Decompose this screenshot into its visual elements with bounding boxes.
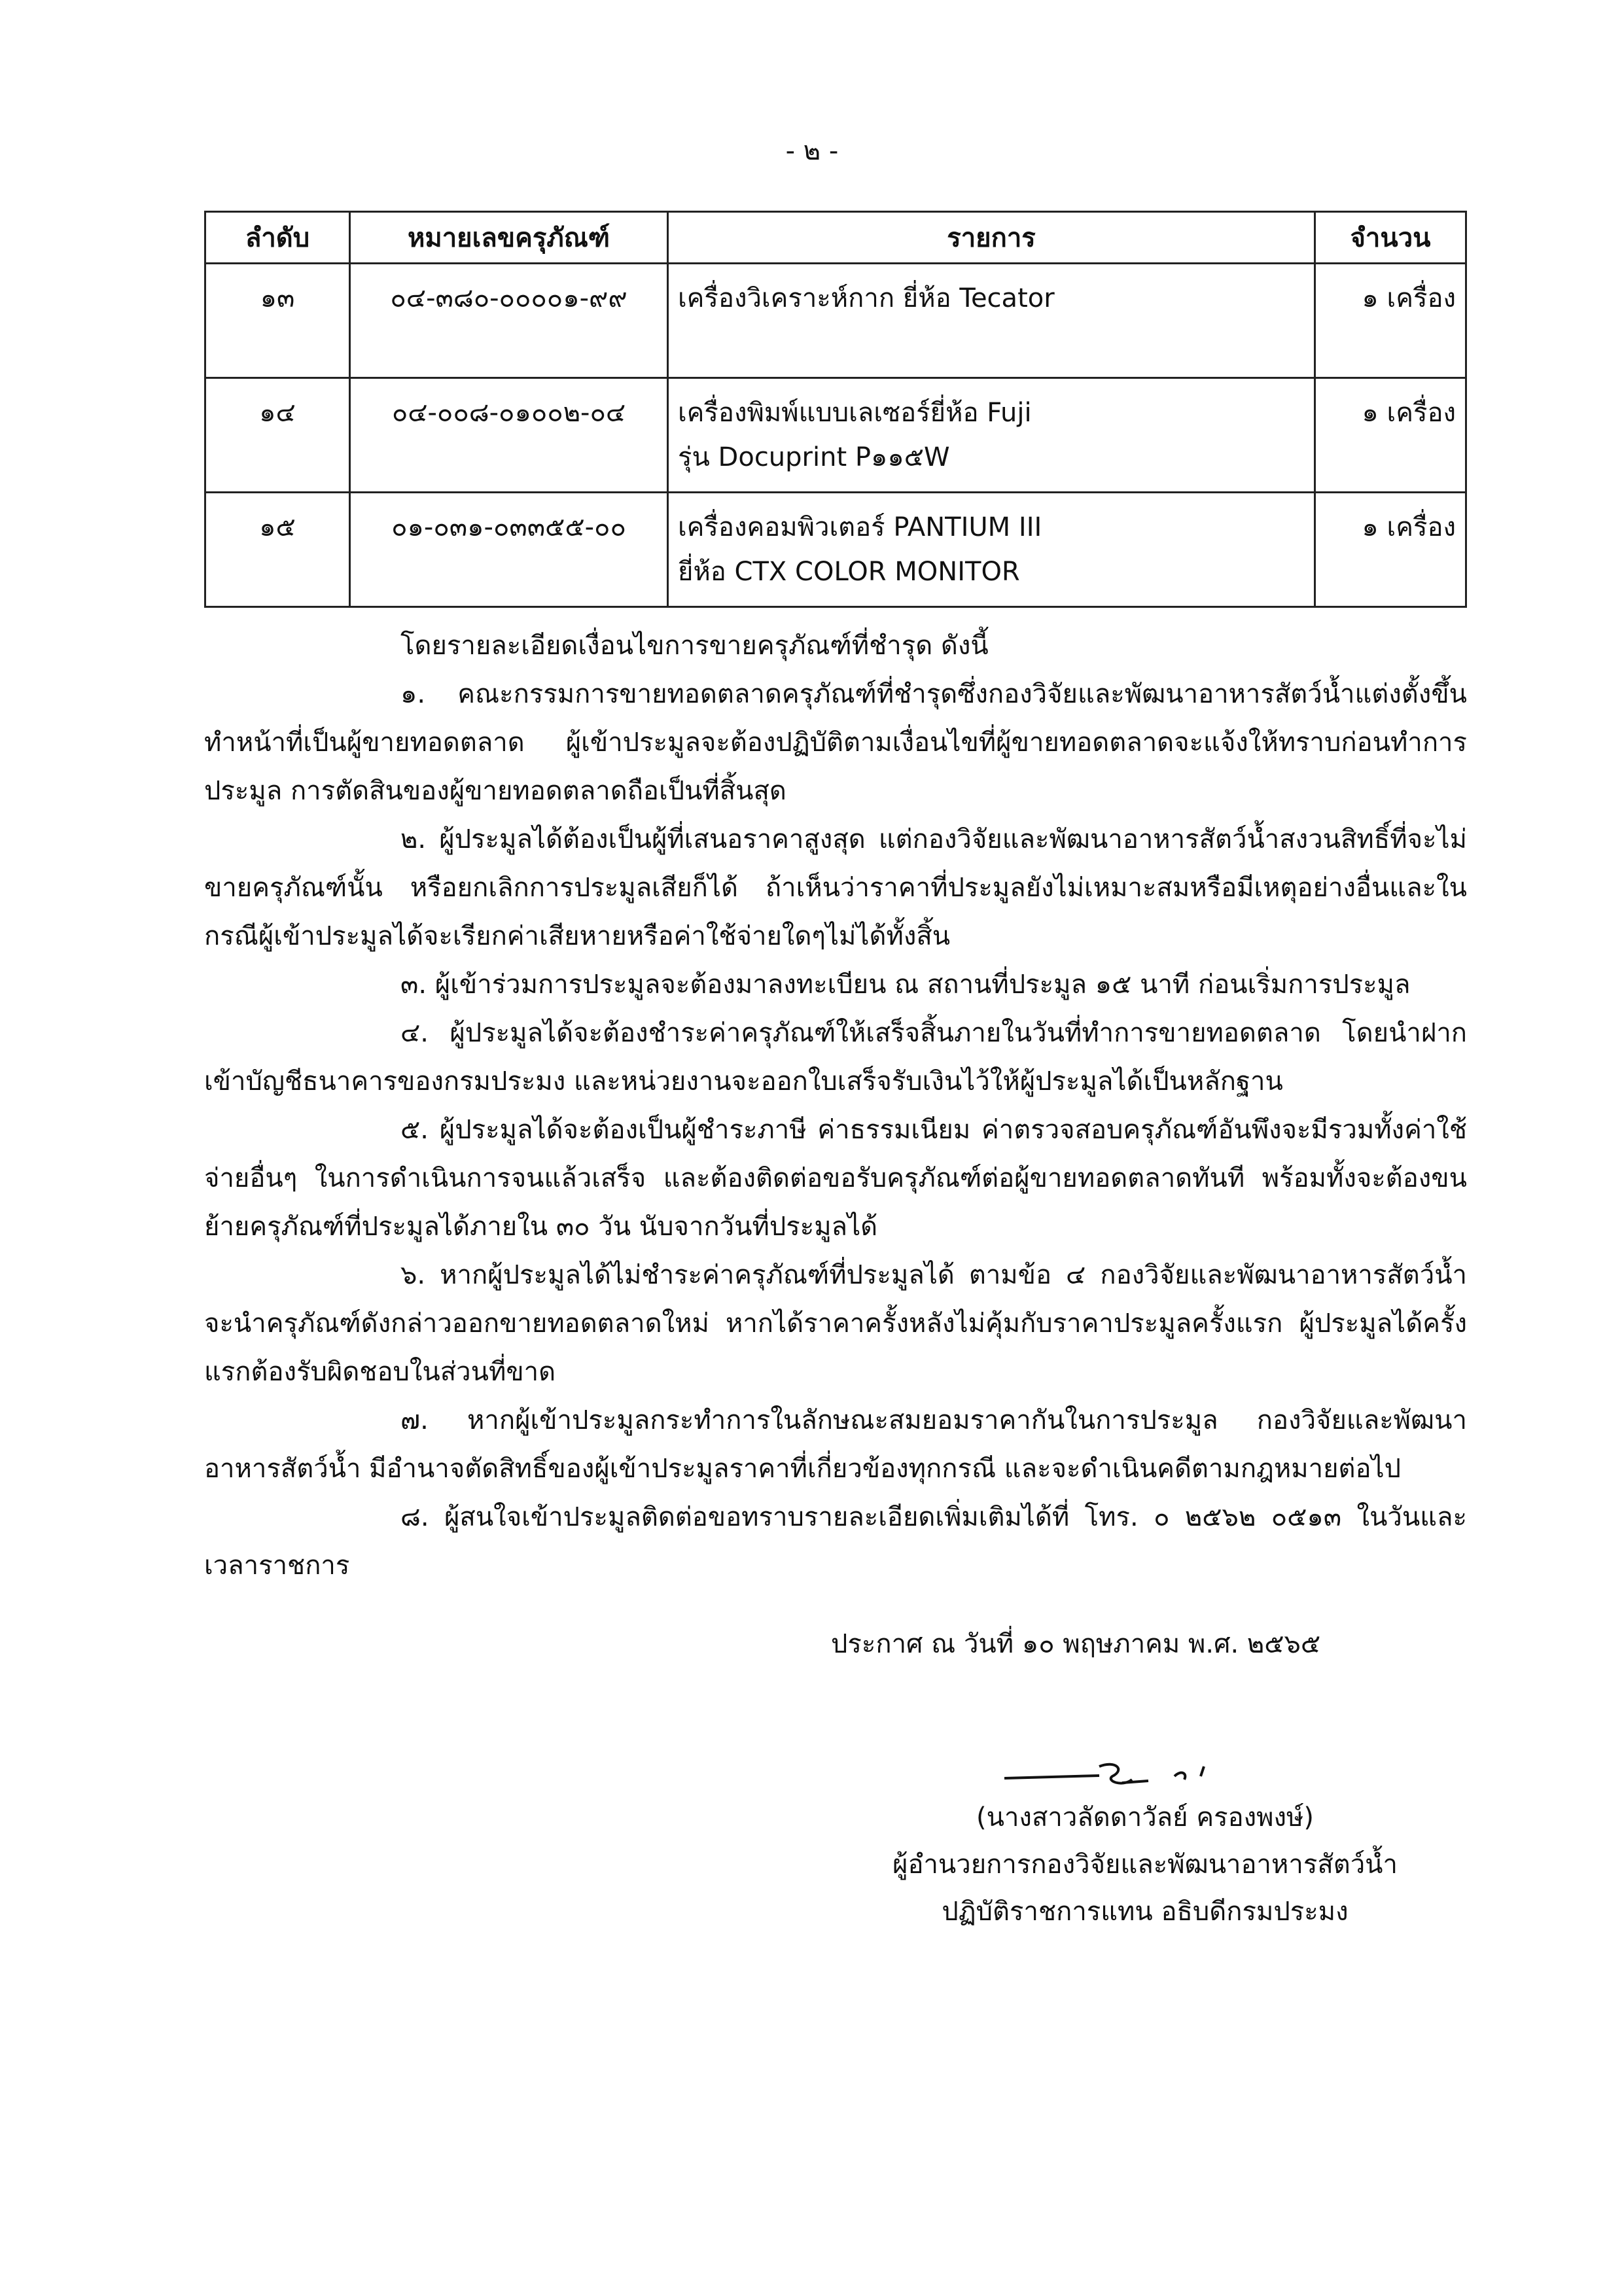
table-row (205, 493, 1466, 607)
row-desc (668, 493, 1315, 607)
header-desc: รายการ (668, 212, 1315, 264)
table-header-row (205, 212, 1466, 264)
header-qty: จำนวน (1315, 212, 1466, 264)
signatory-acting: ปฏิบัติราชการแทน อธิบดีกรมประมง (942, 1897, 1349, 1927)
signature-block (798, 1794, 1492, 1935)
row-qty: ๑ เครื่อง (1315, 264, 1466, 378)
condition-clause: ๗. หากผู้เข้าประมูลกระทำการในลักษณะสมยอมราคากันในการประมูล กองวิจัยและพัฒนาอาหารสัตว์น้ำ มีอำนาจตัดสิทธิ์ของผู้เข้าประมูลราคาที่เกี่ยวข้องทุกกรณี และจะดำเนินคดีตามกฎหมายต่อไป (204, 1405, 1467, 1484)
condition-clause: ๓. ผู้เข้าร่วมการประมูลจะต้องมาลงทะเบียน ณ สถานที่ประมูล ๑๕ นาที ก่อนเริ่มการประมูล (400, 970, 1411, 1000)
equipment-table (204, 211, 1467, 608)
signatory-position: ผู้อำนวยการกองวิจัยและพัฒนาอาหารสัตว์น้ำ (892, 1850, 1398, 1880)
conditions-section (204, 622, 1467, 1590)
row-code: ๐๑-๐๓๑-๐๓๓๕๕-๐๐ (350, 493, 668, 607)
row-code: ๐๔-๐๐๘-๐๑๐๐๒-๐๔ (350, 378, 668, 493)
row-qty: ๑ เครื่อง (1315, 378, 1466, 493)
row-code: ๐๔-๓๘๐-๐๐๐๐๑-๙๙ (350, 264, 668, 378)
condition-clause: ๑. คณะกรรมการขายทอดตลาดครุภัณฑ์ที่ชำรุดซึ่งกองวิจัยและพัฒนาอาหารสัตว์น้ำแต่งตั้งขึ้นทำหน้าที่เป็นผู้ขายทอดตลาด ผู้เข้าประมูลจะต้องปฏิบัติตามเงื่อนไขที่ผู้ขายทอดตลาดจะแจ้งให้ทราบก่อนทำการประมูล การตัดสินของผู้ขายทอดตลาดถือเป็นที่สิ้นสุด (204, 679, 1467, 806)
row-no: ๑๕ (205, 493, 350, 607)
row-desc-line: เครื่องพิมพ์แบบเลเซอร์ยี่ห้อ Fuji (678, 398, 1032, 428)
conditions-intro: โดยรายละเอียดเงื่อนไขการขายครุภัณฑ์ที่ชำรุด ดังนี้ (400, 631, 989, 661)
row-desc (668, 264, 1315, 378)
condition-clause: ๘. ผู้สนใจเข้าประมูลติดต่อขอทราบรายละเอียดเพิ่มเติมได้ที่ โทร. ๐ ๒๕๖๒ ๐๕๑๓ ในวันและเวลาราชการ (204, 1502, 1467, 1581)
table-row (205, 378, 1466, 493)
row-desc-line: เครื่องคอมพิวเตอร์ PANTIUM III (678, 512, 1042, 542)
row-qty: ๑ เครื่อง (1315, 493, 1466, 607)
row-desc (668, 378, 1315, 493)
condition-clause: ๔. ผู้ประมูลได้จะต้องชำระค่าครุภัณฑ์ให้เสร็จสิ้นภายในวันที่ทำการขายทอดตลาด โดยนำฝากเข้าบัญชีธนาคารของกรมประมง และหน่วยงานจะออกใบเสร็จรับเงินไว้ให้ผู้ประมูลได้เป็นหลักฐาน (204, 1018, 1467, 1097)
table-row (205, 264, 1466, 378)
row-desc-line: รุ่น Docuprint P๑๑๕W (678, 442, 950, 472)
row-no: ๑๓ (205, 264, 350, 378)
handwritten-signature (1001, 1747, 1224, 1799)
condition-clause: ๒. ผู้ประมูลได้ต้องเป็นผู้ที่เสนอราคาสูงสุด แต่กองวิจัยและพัฒนาอาหารสัตว์น้ำสงวนสิทธิ์ที่จะไม่ขายครุภัณฑ์นั้น หรือยกเลิกการประมูลเสียก็ได้ ถ้าเห็นว่าราคาที่ประมูลยังไม่เหมาะสมหรือมีเหตุอย่างอื่นและในกรณีผู้เข้าประมูลได้จะเรียกค่าเสียหายหรือค่าใช้จ่ายใดๆไม่ได้ทั้งสิ้น (204, 824, 1467, 951)
condition-clause: ๕. ผู้ประมูลได้จะต้องเป็นผู้ชำระภาษี ค่าธรรมเนียม ค่าตรวจสอบครุภัณฑ์อันพึงจะมีรวมทั้งค่าใช้จ่ายอื่นๆ ในการดำเนินการจนแล้วเสร็จ และต้องติดต่อขอรับครุภัณฑ์ต่อผู้ขายทอดตลาดทันที พร้อมทั้งจะต้องขนย้ายครุภัณฑ์ที่ประมูลได้ภายใน ๓๐ วัน นับจากวันที่ประมูลได้ (204, 1115, 1467, 1242)
condition-clause: ๖. หากผู้ประมูลได้ไม่ชำระค่าครุภัณฑ์ที่ประมูลได้ ตามข้อ ๔ กองวิจัยและพัฒนาอาหารสัตว์น้ำจะนำครุภัณฑ์ดังกล่าวออกขายทอดตลาดใหม่ หากได้ราคาครั้งหลังไม่คุ้มกับราคาประมูลครั้งแรก ผู้ประมูลได้ครั้งแรกต้องรับผิดชอบในส่วนที่ขาด (204, 1260, 1467, 1387)
signatory-name: (นางสาวลัดดาวัลย์ ครองพงษ์) (976, 1802, 1314, 1833)
row-desc-line: ยี่ห้อ CTX COLOR MONITOR (678, 557, 1020, 587)
row-no: ๑๔ (205, 378, 350, 493)
announcement-date: ประกาศ ณ วันที่ ๑๐ พฤษภาคม พ.ศ. ๒๕๖๕ (831, 1629, 1321, 1659)
header-code: หมายเลขครุภัณฑ์ (350, 212, 668, 264)
header-no: ลำดับ (205, 212, 350, 264)
row-desc-line: เครื่องวิเคราะห์กาก ยี่ห้อ Tecator (678, 283, 1055, 313)
page-number: - ๒ - (785, 136, 839, 166)
